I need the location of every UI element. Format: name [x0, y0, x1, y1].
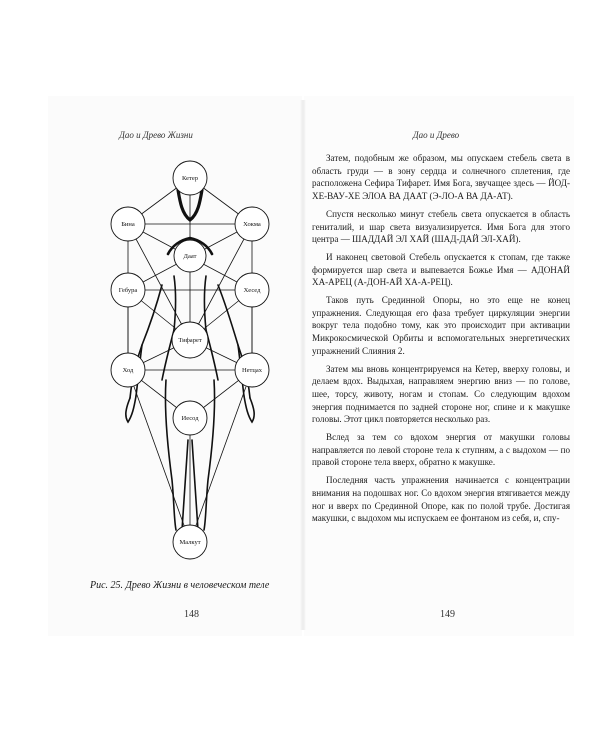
paragraph: Спустя несколько минут стебель света опускается в область гениталий, и шар света визуализируется. Имя Бога для этого центра — ШАДДАЙ ЭЛ ХАЙ (ШАД-ДАЙ ЭЛ-ХАЙ). [312, 208, 570, 245]
paragraph: Затем, подобным же образом, мы опускаем стебель света в область груди — в зону сердца и солнечного сплетения, где расположена Сефира Тифарет. Имя Бога, звучащее здесь — ЙОД-ХЕ-ВАУ-ХЕ ЭЛОА ВА ДААТ (Э-ЛО-А ВА ДА-АТ). [312, 153, 570, 202]
paragraph: И наконец световой Стебель опускается к стопам, где также формируется шар света и выпевается Божье Имя — АДОНАЙ ХА-АРЕЦ (А-ДОН-АЙ ХА-А-РЕЦ). [312, 251, 570, 288]
label-gebura: Гебура [118, 287, 138, 294]
label-malkut: Малкут [179, 539, 201, 546]
label-tifaret: Тифарет [178, 337, 202, 344]
right-running-head: Дао и Древо [412, 130, 460, 140]
label-hesed: Хесед [243, 287, 261, 294]
label-hod: Ход [122, 367, 134, 374]
tree-of-life-figure [92, 150, 288, 590]
book-gutter [300, 100, 306, 630]
label-daat: Даат [183, 253, 197, 260]
paragraph: Вслед за тем со вдохом энергия от макушки головы направляется по левой стороне тела к ступням, а с выдохом — по правой стороне тела вверх, обратно к макушке. [312, 432, 570, 468]
label-bina: Бина [121, 221, 135, 228]
label-keter: Кетер [182, 175, 198, 182]
tree-paths [128, 178, 252, 542]
label-netsah: Нетцах [241, 367, 263, 374]
figure-caption: Рис. 25. Древо Жизни в человеческом теле [90, 580, 270, 591]
body-text [312, 152, 570, 530]
label-hokma: Хокма [243, 221, 261, 228]
right-page-number: 149 [440, 609, 455, 620]
paragraph: Последняя часть упражнения начинается с концентрации внимания на подошвах ног. Со вдохом энергия втягивается между ног и вверх по Срединной Опоре, как по полой трубе. Достигая макушки, с выдохом мы испускаем ее фонтаном из себя, и, спу- [312, 475, 570, 524]
paragraph: Таков путь Срединной Опоры, но это еще не конец упражнения. Следующая его фаза требует циркуляции энергии вокруг тела подобно тому, как это происходит при активации Микрокосмической Орбиты и вспомогательных энергетических упражнений Слияния 2. [312, 295, 570, 356]
left-running-head: Дао и Древо Жизни [119, 130, 193, 140]
label-iesod: Иесод [181, 415, 199, 422]
left-page-number: 148 [184, 609, 199, 620]
tree-of-life-diagram [92, 150, 288, 590]
paragraph: Затем мы вновь концентрируемся на Кетер, вверху головы, и делаем вдох. Выдыхая, направляем энергию вниз — по голове, шее, торсу, животу, ногам и стопам. Со следующим вдохом энергия поднимается по задней стороне ног, спине и к макушке головы. Этот цикл повторяется несколько раз. [312, 363, 570, 425]
